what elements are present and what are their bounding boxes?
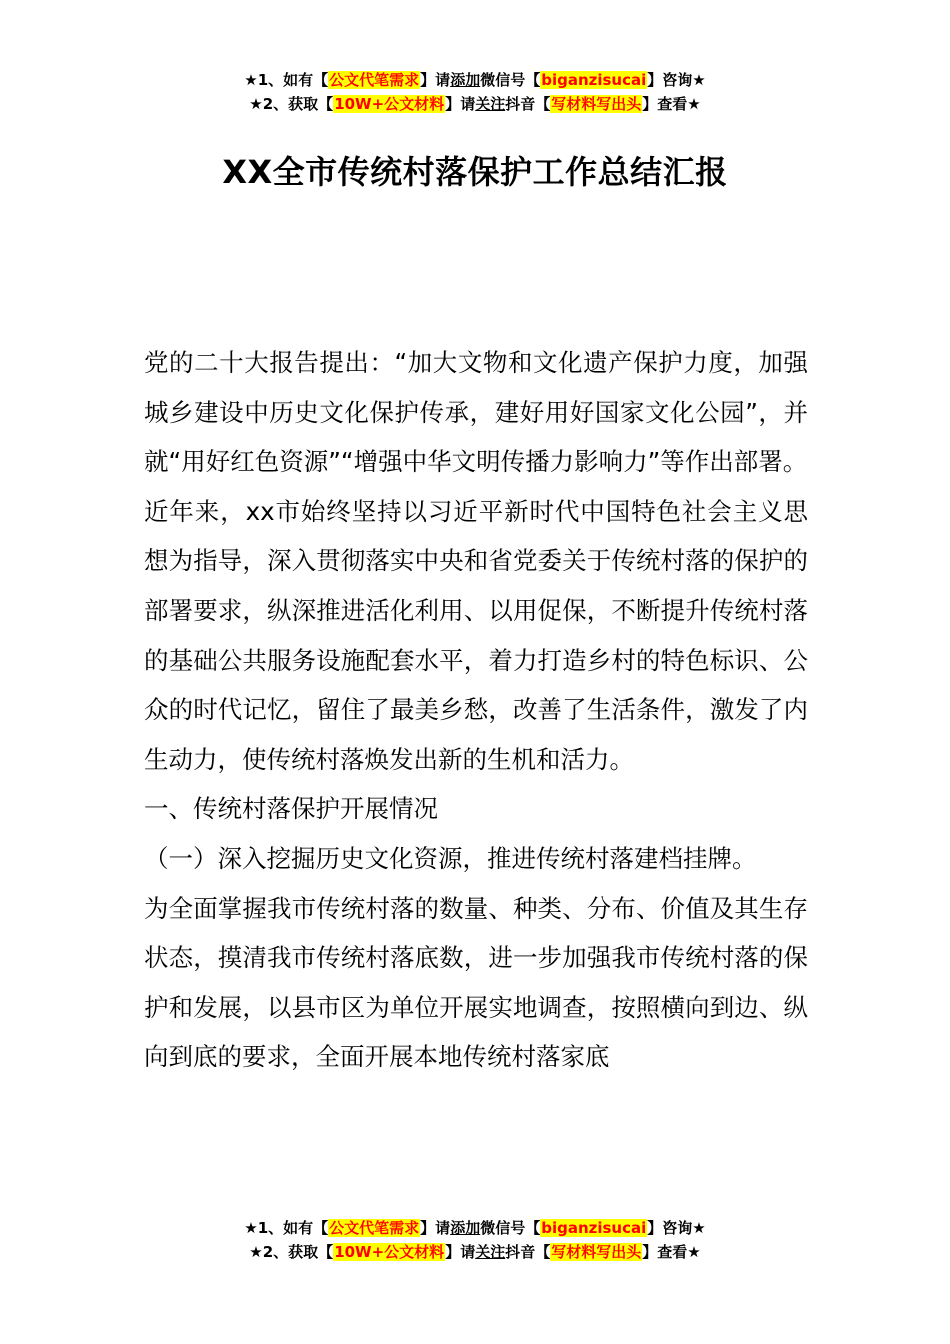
document-body bbox=[144, 338, 808, 1082]
highlight-douyin-account: 写材料写出头 bbox=[551, 1243, 642, 1261]
highlight-wechat-id: biganzisucai bbox=[541, 71, 647, 89]
highlight-materials: 10W+公文材料 bbox=[334, 95, 445, 113]
banner-line-2: ★2、获取【10W+公文材料】请关注抖音【写材料写出头】查看★ bbox=[249, 1243, 701, 1261]
paragraph-overview: 近年来，xx市始终坚持以习近平新时代中国特色社会主义思想为指导，深入贯彻落实中央和省党委关于传统村落的保护的部署要求，纵深推进活化利用、以用促保，不断提升传统村落的基础公共服务设施配套水平，着力打造乡村的特色标识、公众的时代记忆，留住了最美乡愁，改善了生活条件，激发了内生动力，使传统村落焕发出新的生机和活力。 bbox=[144, 496, 808, 774]
banner-line-2: ★2、获取【10W+公文材料】请关注抖音【写材料写出头】查看★ bbox=[249, 95, 701, 113]
document-title: XX全市传统村落保护工作总结汇报 bbox=[222, 153, 728, 191]
header-banner bbox=[0, 68, 950, 116]
highlight-service: 公文代笔需求 bbox=[329, 71, 420, 89]
paragraph-intro: 党的二十大报告提出：“加大文物和文化遗产保护力度，加强城乡建设中历史文化保护传承，建好用好国家文化公园”，并就“用好红色资源”“增强中华文明传播力影响力”等作出部署。 bbox=[144, 348, 808, 477]
footer-banner bbox=[0, 1216, 950, 1264]
paragraph-survey: 为全面掌握我市传统村落的数量、种类、分布、价值及其生存状态，摸清我市传统村落底数，进一步加强我市传统村落的保护和发展，以县市区为单位开展实地调查，按照横向到边、纵向到底的要求，全面开展本地传统村落家底 bbox=[144, 893, 808, 1072]
highlight-service: 公文代笔需求 bbox=[329, 1219, 420, 1237]
highlight-douyin-account: 写材料写出头 bbox=[551, 95, 642, 113]
subsection-heading-1: （一）深入挖掘历史文化资源，推进传统村落建档挂牌。 bbox=[144, 843, 757, 873]
banner-line-1: ★1、如有【公文代笔需求】请添加微信号【biganzisucai】咨询★ bbox=[244, 1219, 706, 1237]
banner-line-1: ★1、如有【公文代笔需求】请添加微信号【biganzisucai】咨询★ bbox=[244, 71, 706, 89]
highlight-materials: 10W+公文材料 bbox=[334, 1243, 445, 1261]
highlight-wechat-id: biganzisucai bbox=[541, 1219, 647, 1237]
section-heading-1: 一、传统村落保护开展情况 bbox=[144, 794, 438, 824]
